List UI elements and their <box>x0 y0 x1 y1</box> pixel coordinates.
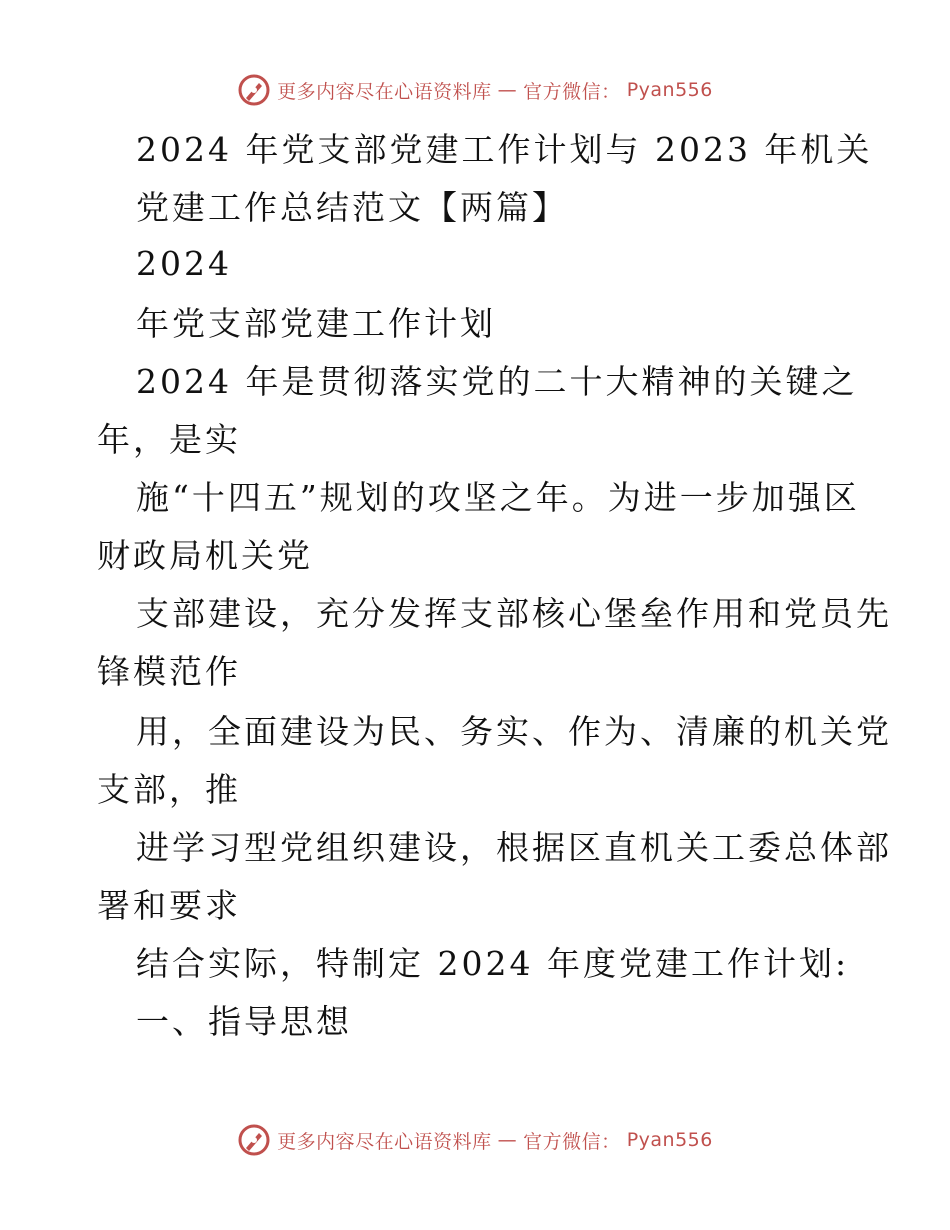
heading-guiding-ideology: 一、指导思想 <box>136 1002 352 1041</box>
pen-logo-icon <box>237 1123 271 1157</box>
paragraph-line: 结合实际，特制定 2024 年度党建工作计划: <box>136 944 850 983</box>
section-title-year: 2024 <box>136 244 232 283</box>
paragraph-line: 2024 年是贯彻落实党的二十大精神的关键之 <box>136 362 858 401</box>
paragraph-line: 施“十四五”规划的攻坚之年。为进一步加强区 <box>136 478 860 517</box>
paragraph-line: 进学习型党组织建设，根据区直机关工委总体部 <box>136 828 892 867</box>
document-title-line-1: 2024 年党支部党建工作计划与 2023 年机关 <box>136 130 873 169</box>
footer-watermark <box>0 1120 950 1160</box>
paragraph-line: 支部，推 <box>97 770 241 809</box>
watermark-text: 更多内容尽在心语资料库 <box>277 80 492 103</box>
paragraph-line: 锋模范作 <box>97 652 241 691</box>
watermark-account: Pyan556 <box>626 1129 713 1151</box>
watermark-account-label: 官方微信： <box>523 1130 621 1153</box>
watermark-account: Pyan556 <box>626 79 713 101</box>
watermark-row <box>237 1123 713 1157</box>
section-title: 年党支部党建工作计划 <box>136 304 496 343</box>
paragraph-line: 用，全面建设为民、务实、作为、清廉的机关党 <box>136 712 892 751</box>
paragraph-line: 支部建设，充分发挥支部核心堡垒作用和党员先 <box>136 594 892 633</box>
watermark-separator: — <box>497 79 518 101</box>
paragraph-line: 财政局机关党 <box>97 536 313 575</box>
paragraph-line: 年，是实 <box>97 420 241 459</box>
watermark-row <box>237 73 713 107</box>
header-watermark <box>0 70 950 110</box>
watermark-text: 更多内容尽在心语资料库 <box>277 1130 492 1153</box>
watermark-separator: — <box>497 1129 518 1151</box>
document-title-line-2: 党建工作总结范文【两篇】 <box>136 188 568 227</box>
watermark-account-label: 官方微信： <box>523 80 621 103</box>
paragraph-line: 署和要求 <box>97 886 241 925</box>
pen-logo-icon <box>237 73 271 107</box>
